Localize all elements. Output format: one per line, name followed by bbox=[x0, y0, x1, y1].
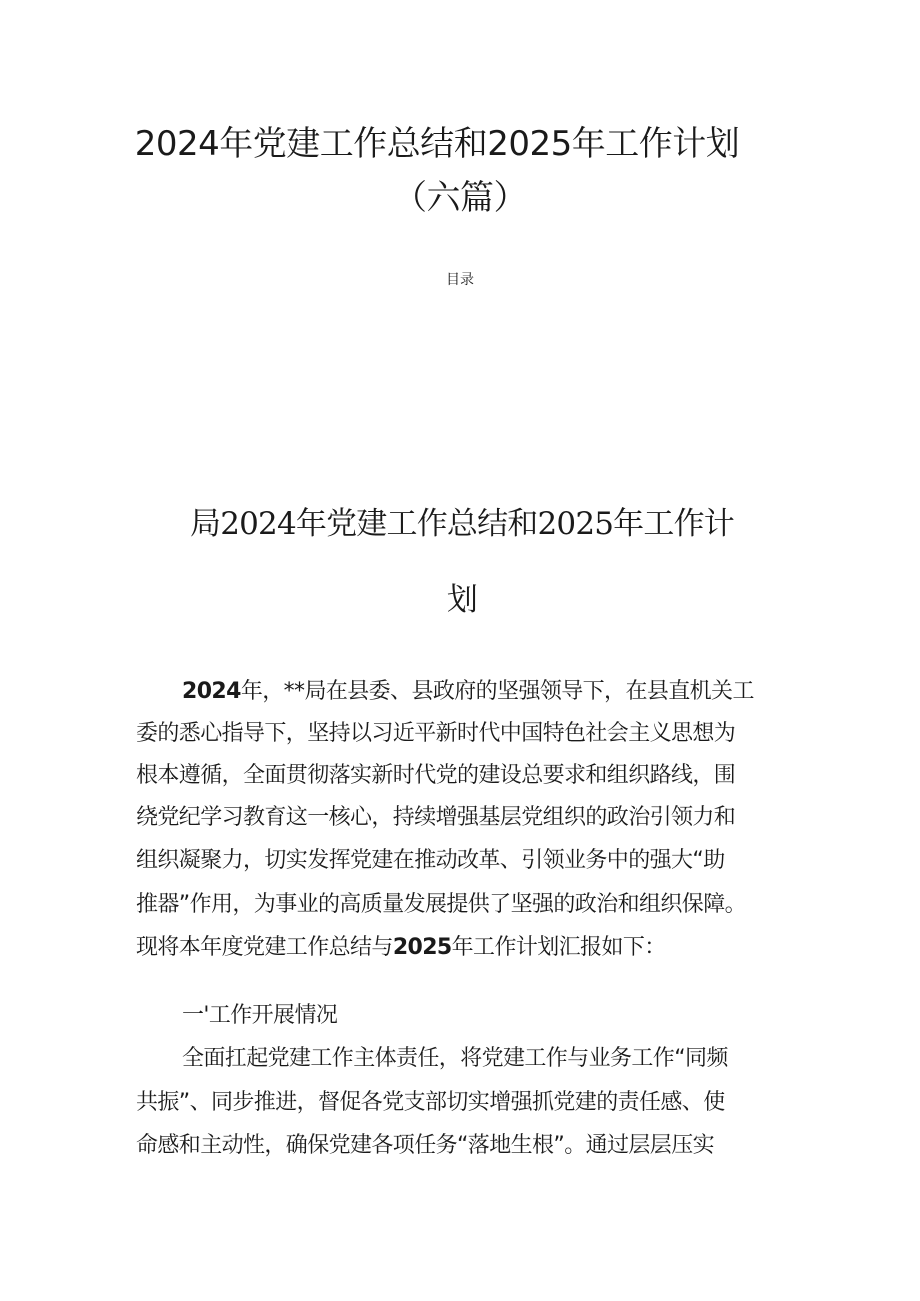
paragraph-line: 委的悉心指导下，坚持以习近平新时代中国特色社会主义思想为 bbox=[136, 721, 736, 746]
text-span: 年工作计划汇报如下： bbox=[451, 935, 666, 960]
year-bold: 2025 bbox=[392, 935, 452, 960]
section-title-line1: 局2024年党建工作总结和2025年工作计 bbox=[190, 506, 734, 542]
year-bold: 2024 bbox=[182, 679, 241, 704]
section-heading: 一'工作开展情况 bbox=[182, 1003, 338, 1028]
paragraph-line: 绕党纪学习教育这一核心，持续增强基层党组织的政治引领力和 bbox=[136, 805, 736, 830]
text-span: 现将本年度党建工作总结与 bbox=[136, 935, 393, 960]
paragraph-line: 共振”、同步推进，督促各党支部切实增强抓党建的责任感、使 bbox=[136, 1090, 725, 1115]
section-title-line2: 划 bbox=[446, 582, 478, 618]
toc-label: 目录 bbox=[446, 272, 474, 288]
document-title: 2024年党建工作总结和2025年工作计划 bbox=[134, 124, 740, 164]
paragraph-line bbox=[136, 932, 666, 964]
paragraph-line: 根本遵循，全面贯彻落实新时代党的建设总要求和组织路线，围 bbox=[136, 763, 736, 788]
text-span: 年，**局在县委、县政府的坚强领导下，在县直机关工 bbox=[240, 679, 754, 704]
paragraph-line: 推器”作用，为事业的高质量发展提供了坚强的政治和组织保障。 bbox=[136, 892, 746, 917]
paragraph-line: 命感和主动性，确保党建各项任务“落地生根”。通过层层压实 bbox=[136, 1133, 714, 1158]
paragraph-line: 全面扛起党建工作主体责任，将党建工作与业务工作“同频 bbox=[182, 1046, 728, 1071]
document-subtitle: （六篇） bbox=[393, 178, 527, 218]
paragraph-line: 组织凝聚力，切实发挥党建在推动改革、引领业务中的强大“助 bbox=[136, 848, 725, 873]
paragraph-line bbox=[182, 676, 754, 708]
